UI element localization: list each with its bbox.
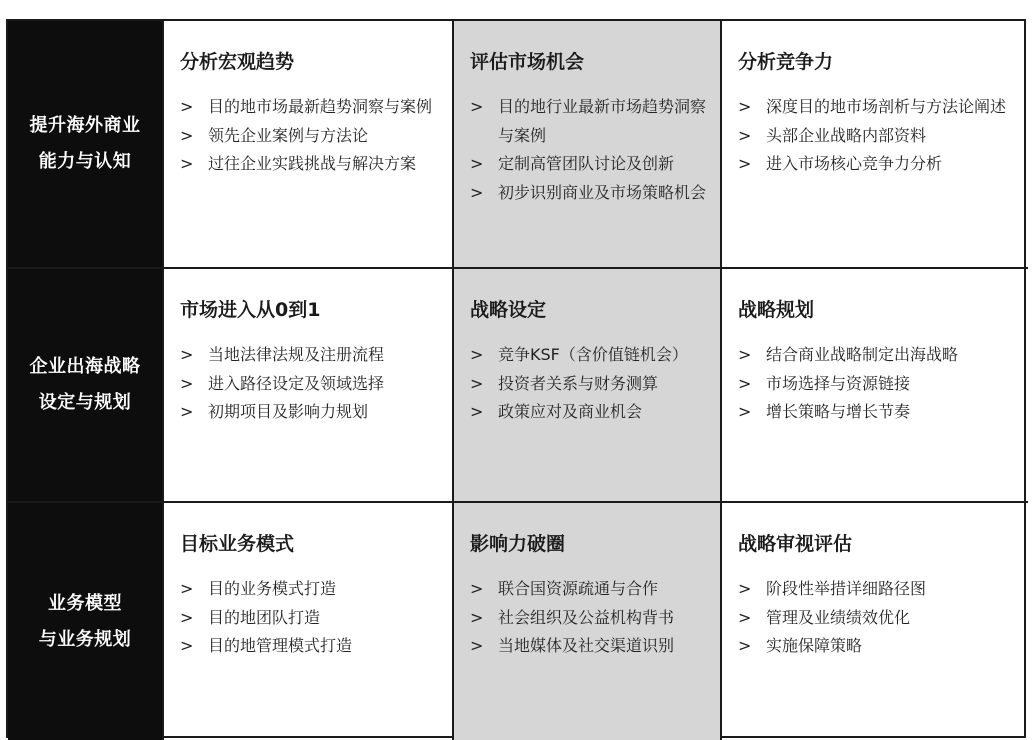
list-item-text: 市场选择与资源链接 xyxy=(766,373,911,393)
chevron-right-icon: > xyxy=(180,607,194,627)
list-item-text: 领先企业案例与方法论 xyxy=(208,125,369,145)
list-item-text: 进入路径设定及领域选择 xyxy=(208,373,385,393)
chevron-right-icon: > xyxy=(180,154,194,173)
row-header-label: 提升海外商业 能力与认知 xyxy=(29,115,141,172)
list-item-text: 目的业务模式打造 xyxy=(208,579,337,598)
topic-list xyxy=(180,575,438,661)
chevron-right-icon: > xyxy=(470,154,484,173)
topic-title: 战略规划 xyxy=(738,299,815,321)
list-item-text: 联合国资源疏通与合作 xyxy=(498,579,659,598)
list-item-text: 目的地市场最新趋势洞察与案例 xyxy=(208,97,433,116)
row-header xyxy=(8,503,164,740)
chevron-right-icon: > xyxy=(470,182,484,202)
chevron-right-icon: > xyxy=(180,579,194,598)
list-item xyxy=(738,604,1014,633)
topic-list xyxy=(738,341,1014,427)
list-item xyxy=(470,398,706,427)
list-item-text: 管理及业绩绩效优化 xyxy=(766,607,911,627)
list-item-text: 结合商业战略制定出海战略 xyxy=(766,345,959,364)
list-item-text: 深度目的地市场剖析与方法论阐述 xyxy=(766,97,1007,116)
topic-list xyxy=(470,575,706,661)
topic-cell xyxy=(722,21,1028,269)
list-item-text: 过往企业实践挑战与解决方案 xyxy=(208,154,417,173)
topic-cell xyxy=(454,269,722,503)
chevron-right-icon: > xyxy=(738,607,752,627)
strategy-table xyxy=(6,19,1026,738)
list-item xyxy=(180,370,438,399)
list-item xyxy=(470,575,706,604)
list-item-text: 初步识别商业及市场策略机会 xyxy=(498,182,707,202)
list-item-text: 目的地管理模式打造 xyxy=(208,636,353,655)
list-item-text: 进入市场核心竞争力分析 xyxy=(766,154,943,173)
topic-cell xyxy=(164,269,454,503)
list-item xyxy=(180,575,438,604)
list-item-text: 增长策略与增长节奏 xyxy=(766,402,911,421)
list-item xyxy=(180,632,438,661)
list-item xyxy=(738,93,1014,122)
list-item xyxy=(470,150,706,179)
chevron-right-icon: > xyxy=(470,607,484,627)
topic-title: 市场进入从0到1 xyxy=(180,299,321,321)
chevron-right-icon: > xyxy=(180,345,194,364)
chevron-right-icon: > xyxy=(470,97,484,116)
chevron-right-icon: > xyxy=(470,579,484,598)
list-item xyxy=(470,93,706,150)
topic-list xyxy=(738,93,1014,179)
topic-title: 战略设定 xyxy=(470,299,547,321)
chevron-right-icon: > xyxy=(180,125,194,145)
topic-cell xyxy=(164,503,454,740)
list-item-text: 阶段性举措详细路径图 xyxy=(766,579,927,598)
list-item-text: 目的地行业最新市场趋势洞察与案例 xyxy=(498,97,707,145)
list-item xyxy=(180,341,438,370)
list-item-text: 当地媒体及社交渠道识别 xyxy=(498,636,675,655)
topic-list xyxy=(470,93,706,207)
list-item xyxy=(738,575,1014,604)
row-header-label: 企业出海战略 设定与规划 xyxy=(29,356,141,413)
chevron-right-icon: > xyxy=(180,373,194,393)
list-item xyxy=(180,604,438,633)
list-item xyxy=(180,122,438,151)
topic-title: 影响力破圈 xyxy=(470,533,566,555)
list-item xyxy=(738,122,1014,151)
list-item xyxy=(470,179,706,208)
list-item xyxy=(470,341,706,370)
topic-title: 目标业务模式 xyxy=(180,533,295,555)
list-item-text: 政策应对及商业机会 xyxy=(498,402,643,421)
list-item xyxy=(180,93,438,122)
list-item xyxy=(180,398,438,427)
topic-cell xyxy=(454,21,722,269)
list-item-text: 头部企业战略内部资料 xyxy=(766,125,927,145)
chevron-right-icon: > xyxy=(738,345,752,364)
topic-list xyxy=(180,341,438,427)
row-header xyxy=(8,269,164,503)
chevron-right-icon: > xyxy=(180,402,194,421)
list-item xyxy=(738,150,1014,179)
list-item-text: 目的地团队打造 xyxy=(208,607,321,627)
chevron-right-icon: > xyxy=(180,97,194,116)
list-item xyxy=(738,370,1014,399)
row-header-label: 业务模型 与业务规划 xyxy=(38,592,132,650)
list-item xyxy=(738,398,1014,427)
chevron-right-icon: > xyxy=(738,373,752,393)
list-item-text: 当地法律法规及注册流程 xyxy=(208,345,385,364)
chevron-right-icon: > xyxy=(738,154,752,173)
list-item xyxy=(738,632,1014,661)
topic-cell xyxy=(164,21,454,269)
topic-list xyxy=(738,575,1014,661)
chevron-right-icon: > xyxy=(470,373,484,393)
chevron-right-icon: > xyxy=(470,402,484,421)
list-item-text: 实施保障策略 xyxy=(766,636,863,655)
topic-title: 分析宏观趋势 xyxy=(180,51,295,73)
list-item-text: 初期项目及影响力规划 xyxy=(208,402,369,421)
chevron-right-icon: > xyxy=(738,636,752,655)
topic-title: 分析竞争力 xyxy=(738,51,834,73)
topic-title: 评估市场机会 xyxy=(470,51,585,73)
list-item xyxy=(470,604,706,633)
list-item-text: 投资者关系与财务测算 xyxy=(498,373,659,393)
list-item xyxy=(470,632,706,661)
row-header xyxy=(8,21,164,269)
chevron-right-icon: > xyxy=(470,345,484,364)
list-item xyxy=(470,370,706,399)
chevron-right-icon: > xyxy=(180,636,194,655)
list-item xyxy=(738,341,1014,370)
topic-cell xyxy=(454,503,722,740)
chevron-right-icon: > xyxy=(738,579,752,598)
chevron-right-icon: > xyxy=(738,402,752,421)
list-item-text: 竞争KSF（含价值链机会） xyxy=(498,345,688,364)
chevron-right-icon: > xyxy=(738,97,752,116)
list-item-text: 定制高管团队讨论及创新 xyxy=(498,154,675,173)
list-item-text: 社会组织及公益机构背书 xyxy=(498,607,675,627)
topic-list xyxy=(180,93,438,179)
topic-title: 战略审视评估 xyxy=(738,533,853,555)
list-item xyxy=(180,150,438,179)
topic-cell xyxy=(722,503,1028,740)
chevron-right-icon: > xyxy=(738,125,752,145)
topic-list xyxy=(470,341,706,427)
chevron-right-icon: > xyxy=(470,636,484,655)
topic-cell xyxy=(722,269,1028,503)
